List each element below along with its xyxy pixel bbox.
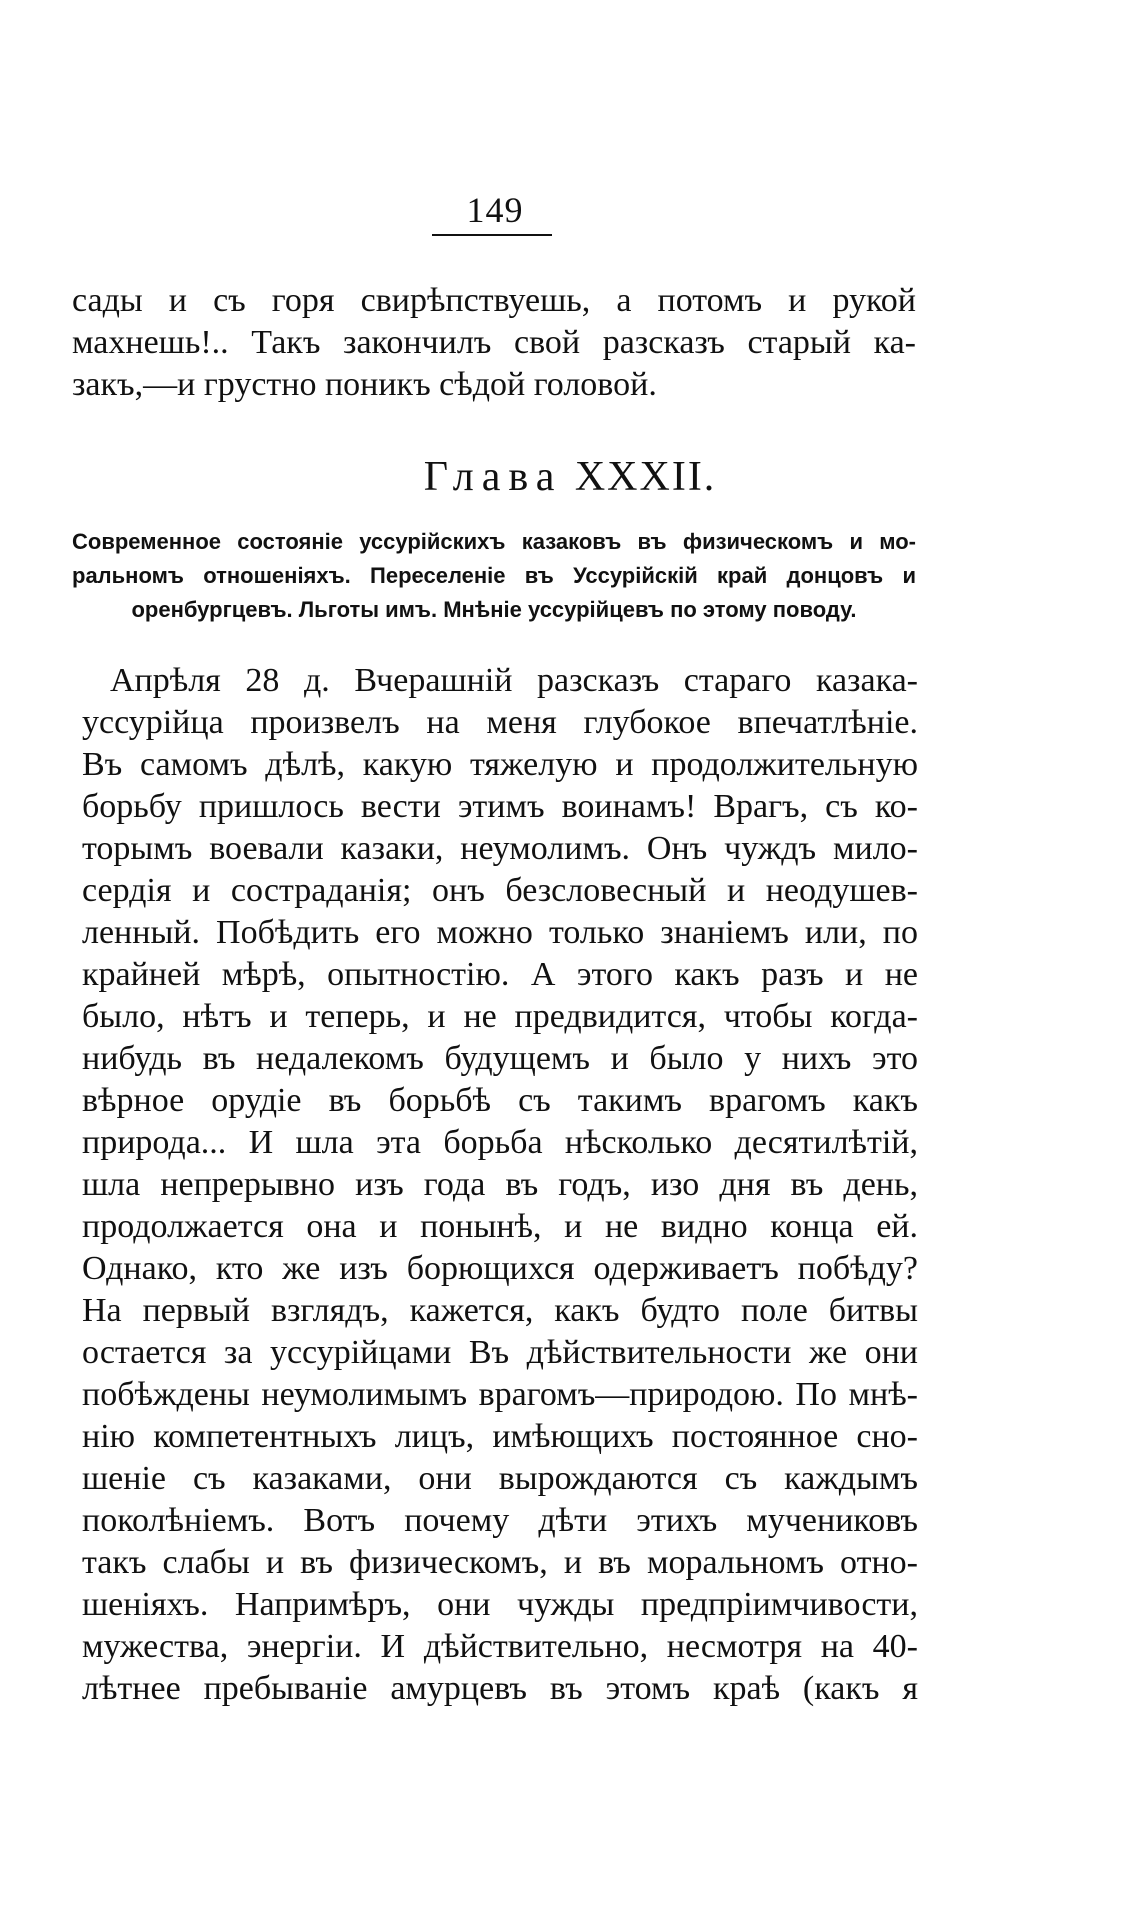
body-line-23: шеніяхъ. Напримѣръ, они чужды предпріимчивости, — [82, 1586, 918, 1623]
body-line-16: На первый взглядъ, кажется, какъ будто поле битвы — [82, 1292, 918, 1329]
page-number: 149 — [466, 190, 524, 230]
body-line-1: Апрѣля 28 д. Вчерашній разсказъ стараго казака- — [110, 662, 918, 699]
body-line-7: ленный. Побѣдить его можно только знаніемъ или, по — [82, 914, 918, 951]
body-line-9: было, нѣтъ и теперь, и не предвидится, чтобы когда- — [82, 998, 918, 1035]
body-line-20: шеніе съ казаками, они вырождаются съ каждымъ — [82, 1460, 918, 1497]
body-line-22: такъ слабы и въ физическомъ, и въ моральномъ отно- — [82, 1544, 918, 1581]
body-line-21: поколѣніемъ. Вотъ почему дѣти этихъ мучениковъ — [82, 1502, 918, 1539]
body-line-25: лѣтнее пребываніе амурцевъ въ этомъ краѣ (какъ я — [82, 1670, 918, 1707]
body-line-15: Однако, кто же изъ борющихся одерживаетъ побѣду? — [82, 1250, 918, 1287]
body-line-24: мужества, энергіи. И дѣйствительно, несмотря на 40- — [82, 1628, 918, 1665]
chapter-word: Глава — [423, 454, 563, 500]
opening-line-2: махнешь!.. Такъ закончилъ свой разсказъ старый ка- — [72, 324, 916, 361]
body-line-19: нію компетентныхъ лицъ, имѣющихъ постоянное сно- — [82, 1418, 918, 1455]
body-line-2: уссурійца произвелъ на меня глубокое впечатлѣніе. — [82, 704, 918, 741]
chapter-title — [0, 452, 1140, 502]
body-line-11: вѣрное орудіе въ борьбѣ съ такимъ врагомъ какъ — [82, 1082, 918, 1119]
body-line-5: торымъ воевали казаки, неумолимъ. Онъ чуждъ мило- — [82, 830, 918, 867]
body-line-4: борьбу пришлось вести этимъ воинамъ! Врагъ, съ ко- — [82, 788, 918, 825]
chapter-summary-line-2: ральномъ отношеніяхъ. Переселеніе въ Уссурійскій край донцовъ и — [72, 563, 916, 588]
body-line-3: Въ самомъ дѣлѣ, какую тяжелую и продолжительную — [82, 746, 918, 783]
body-line-8: крайней мѣрѣ, опытностію. А этого какъ разъ и не — [82, 956, 918, 993]
body-line-17: остается за уссурійцами Въ дѣйствительности же они — [82, 1334, 918, 1371]
body-line-18: побѣждены неумолимымъ врагомъ—природою. По мнѣ- — [82, 1376, 918, 1413]
chapter-summary-line-3: оренбургцевъ. Льготы имъ. Мнѣніе уссурійцевъ по этому поводу. — [131, 597, 857, 622]
body-line-13: шла непрерывно изъ года въ годъ, изо дня въ день, — [82, 1166, 918, 1203]
body-line-6: сердія и состраданія; онъ безсловесный и неодушев- — [82, 872, 918, 909]
opening-line-1: сады и съ горя свирѣпствуешь, а потомъ и рукой — [72, 282, 916, 319]
page-number-rule — [432, 234, 552, 236]
opening-line-3: закъ,—и грустно поникъ сѣдой головой. — [72, 366, 657, 403]
chapter-numeral: XXXII. — [574, 454, 717, 500]
body-line-14: продолжается она и понынѣ, и не видно конца ей. — [82, 1208, 918, 1245]
chapter-summary-line-1: Современное состояніе уссурійскихъ казаковъ въ физическомъ и мо- — [72, 529, 916, 554]
body-line-10: нибудь въ недалекомъ будущемъ и было у нихъ это — [82, 1040, 918, 1077]
body-line-12: природа... И шла эта борьба нѣсколько десятилѣтій, — [82, 1124, 918, 1161]
